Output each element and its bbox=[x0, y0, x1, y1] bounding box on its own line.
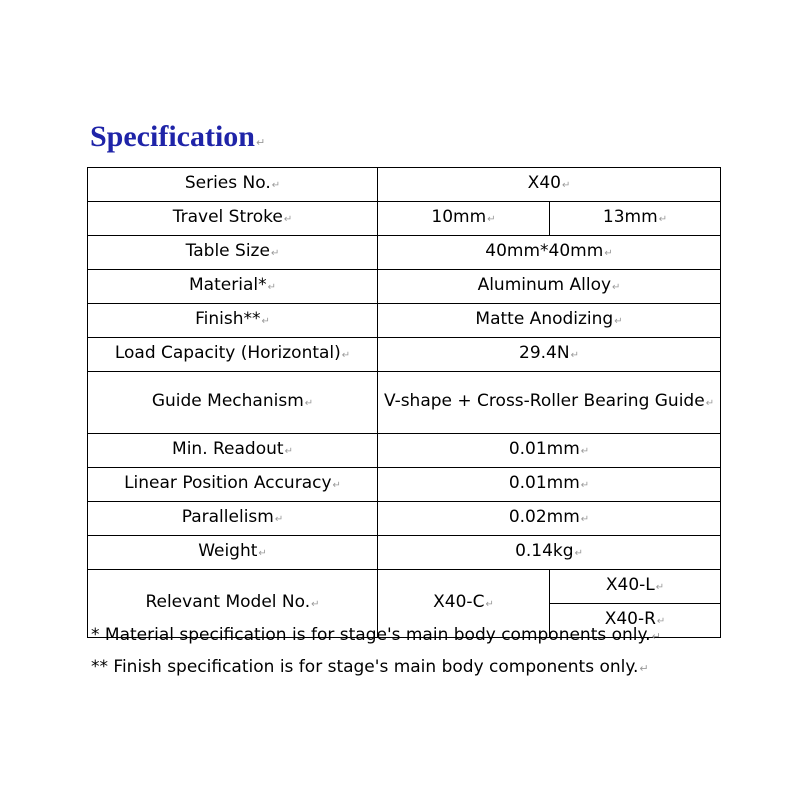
series-no-value: X40↵ bbox=[378, 168, 721, 202]
paragraph-mark-icon: ↵ bbox=[580, 514, 590, 525]
paragraph-mark-icon: ↵ bbox=[341, 350, 351, 361]
paragraph-mark-icon: ↵ bbox=[574, 548, 583, 559]
page-title bbox=[90, 119, 265, 161]
linear-position-accuracy-label: Linear Position Accuracy↵ bbox=[88, 468, 378, 502]
paragraph-mark-icon: ↵ bbox=[614, 316, 623, 327]
paragraph-mark-icon: ↵ bbox=[705, 398, 715, 409]
paragraph-mark-icon: ↵ bbox=[267, 282, 276, 293]
page-title-text: Specification bbox=[90, 120, 255, 153]
paragraph-mark-icon: ↵ bbox=[261, 316, 270, 327]
table-row bbox=[88, 236, 721, 270]
paragraph-mark-icon: ↵ bbox=[284, 446, 293, 457]
paragraph-mark-icon: ↵ bbox=[604, 248, 613, 259]
finish-label: Finish**↵ bbox=[88, 304, 378, 338]
travel-stroke-label: Travel Stroke↵ bbox=[88, 202, 378, 236]
series-no-label: Series No.↵ bbox=[88, 168, 378, 202]
table-row bbox=[88, 434, 721, 468]
footnotes bbox=[91, 620, 661, 684]
travel-stroke-value-1: 10mm↵ bbox=[378, 202, 550, 236]
table-size-value: 40mm*40mm↵ bbox=[378, 236, 721, 270]
paragraph-mark-icon: ↵ bbox=[332, 480, 341, 491]
table-row bbox=[88, 304, 721, 338]
specification-table bbox=[87, 167, 721, 638]
table-row bbox=[88, 468, 721, 502]
relevant-model-value: X40-C↵ bbox=[378, 570, 550, 638]
weight-value: 0.14kg↵ bbox=[378, 536, 721, 570]
paragraph-mark-icon: ↵ bbox=[258, 548, 267, 559]
paragraph-mark-icon: ↵ bbox=[580, 446, 590, 457]
load-capacity-label: Load Capacity (Horizontal)↵ bbox=[88, 338, 378, 372]
paragraph-mark-icon: ↵ bbox=[561, 180, 571, 191]
min-readout-value: 0.01mm↵ bbox=[378, 434, 721, 468]
paragraph-mark-icon: ↵ bbox=[311, 599, 320, 610]
load-capacity-value: 29.4N↵ bbox=[378, 338, 721, 372]
paragraph-mark-icon: ↵ bbox=[612, 282, 621, 293]
paragraph-mark-icon: ↵ bbox=[639, 662, 649, 675]
paragraph-mark-icon: ↵ bbox=[570, 350, 579, 361]
table-row bbox=[88, 270, 721, 304]
guide-mechanism-value: V-shape + Cross-Roller Bearing Guide↵ bbox=[378, 372, 721, 434]
footnote-finish: ** Finish specification is for stage's main body components only.↵ bbox=[91, 657, 649, 677]
relevant-model-variant-l: X40-L↵ bbox=[550, 570, 721, 604]
paragraph-mark-icon: ↵ bbox=[283, 214, 293, 225]
paragraph-mark-icon: ↵ bbox=[270, 248, 280, 259]
relevant-model-variant-r: X40-R↵ bbox=[550, 604, 721, 638]
footnote-material: * Material specification is for stage's main body components only.↵ bbox=[91, 625, 661, 645]
table-row bbox=[88, 502, 721, 536]
table-row bbox=[88, 202, 721, 236]
paragraph-mark-icon: ↵ bbox=[658, 214, 668, 225]
relevant-model-label: Relevant Model No.↵ bbox=[88, 570, 378, 638]
paragraph-mark-icon: ↵ bbox=[304, 398, 314, 409]
paragraph-mark-icon: ↵ bbox=[580, 480, 590, 491]
paragraph-mark-icon: ↵ bbox=[274, 514, 284, 525]
material-value: Aluminum Alloy↵ bbox=[378, 270, 721, 304]
guide-mechanism-label: Guide Mechanism↵ bbox=[88, 372, 378, 434]
linear-position-accuracy-value: 0.01mm↵ bbox=[378, 468, 721, 502]
weight-label: Weight↵ bbox=[88, 536, 378, 570]
paragraph-mark-icon: ↵ bbox=[651, 630, 661, 643]
table-row bbox=[88, 570, 721, 604]
paragraph-mark-icon: ↵ bbox=[271, 180, 281, 191]
table-row bbox=[88, 338, 721, 372]
table-size-label: Table Size↵ bbox=[88, 236, 378, 270]
paragraph-mark-icon: ↵ bbox=[655, 582, 665, 593]
material-label: Material*↵ bbox=[88, 270, 378, 304]
paragraph-mark-icon: ↵ bbox=[485, 599, 494, 610]
paragraph-mark-icon: ↵ bbox=[487, 214, 496, 225]
parallelism-label: Parallelism↵ bbox=[88, 502, 378, 536]
table-row bbox=[88, 536, 721, 570]
parallelism-value: 0.02mm↵ bbox=[378, 502, 721, 536]
travel-stroke-value-2: 13mm↵ bbox=[550, 202, 721, 236]
min-readout-label: Min. Readout↵ bbox=[88, 434, 378, 468]
finish-value: Matte Anodizing↵ bbox=[378, 304, 721, 338]
table-row bbox=[88, 372, 721, 434]
paragraph-mark-icon: ↵ bbox=[656, 616, 666, 627]
table-row bbox=[88, 168, 721, 202]
paragraph-mark-icon: ↵ bbox=[256, 136, 266, 149]
